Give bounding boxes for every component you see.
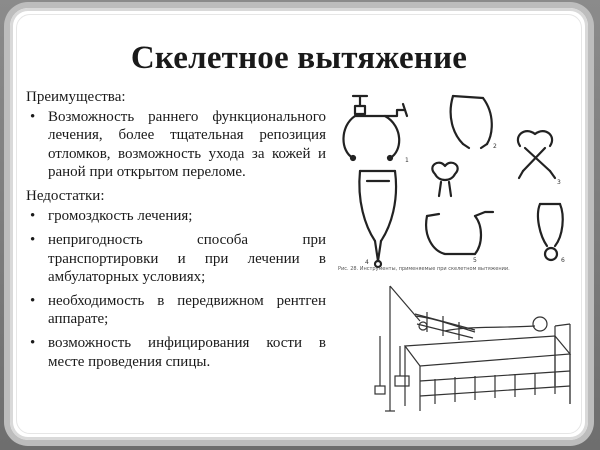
slide bbox=[10, 8, 588, 440]
instrument-stirrup-icon bbox=[451, 96, 492, 148]
disadvantage-item: • необходимость в передвижном рентген аппарате; bbox=[26, 292, 326, 328]
slide-text bbox=[26, 88, 326, 377]
instrument-tongs-icon bbox=[518, 131, 555, 178]
figure-label-1: 1 bbox=[405, 157, 409, 164]
slide-title: Скелетное вытяжение bbox=[130, 40, 468, 76]
disadvantage-item: • непригодность способа при транспортировки и при лечении в амбулаторных условиях; bbox=[26, 231, 326, 286]
disadvantages-heading: Недостатки: bbox=[26, 188, 105, 205]
disadvantages-list bbox=[26, 207, 326, 371]
figure-label-5: 5 bbox=[473, 257, 477, 264]
advantages-list bbox=[26, 108, 326, 181]
instrument-small-clamp-icon bbox=[432, 163, 457, 196]
figure-label-3: 3 bbox=[557, 179, 561, 186]
instrument-loop-icon bbox=[538, 204, 563, 260]
traction-illustration bbox=[335, 86, 585, 431]
advantage-item: • Возможность раннего функционального лечения, более тщательная репозиция отломков, возможность ухода за кожей и раной при открытом переломе. bbox=[26, 108, 326, 181]
instrument-stirrup-handle-icon bbox=[426, 212, 493, 254]
bed-traction-icon bbox=[375, 286, 570, 411]
figure-label-6: 6 bbox=[561, 257, 565, 264]
figure-label-4: 4 bbox=[365, 259, 369, 266]
disadvantage-item: • возможность инфицирования кости в месте проведения спицы. bbox=[26, 334, 326, 370]
instrument-clamp-icon bbox=[343, 96, 407, 160]
advantages-heading: Преимущества: bbox=[26, 89, 126, 105]
disadvantage-item: • громоздкость лечения; bbox=[26, 207, 326, 225]
figure-label-2: 2 bbox=[493, 143, 497, 150]
figure-caption: Рис. 28. Инструменты, применяемые при скелетном вытяжении. bbox=[338, 266, 510, 272]
instrument-bow-icon bbox=[359, 171, 396, 267]
